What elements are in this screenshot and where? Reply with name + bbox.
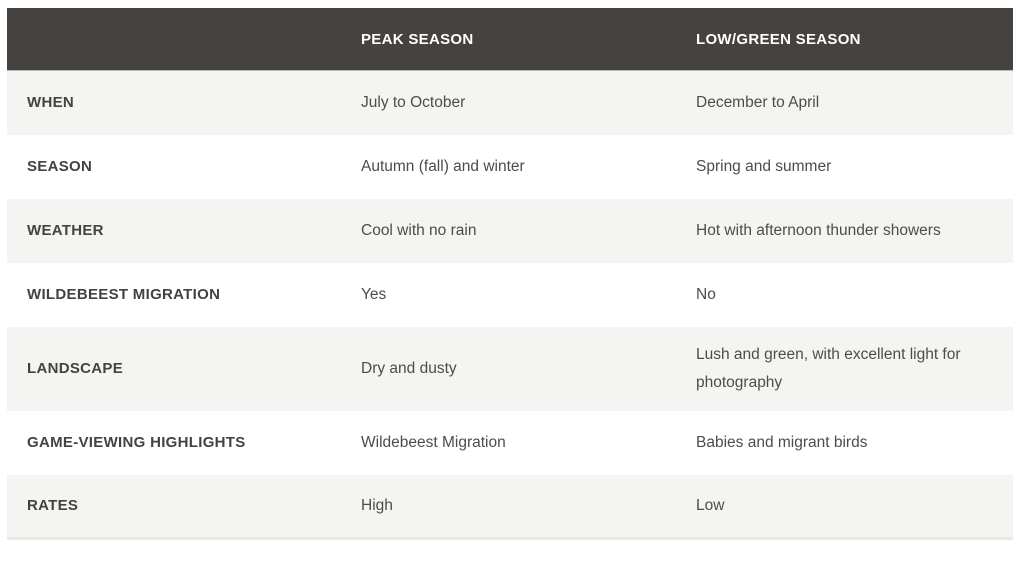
- row-label: GAME-VIEWING HIGHLIGHTS: [7, 411, 341, 475]
- row-label: WEATHER: [7, 199, 341, 263]
- row-label: SEASON: [7, 135, 341, 199]
- cell-peak: Dry and dusty: [341, 327, 676, 411]
- cell-low: Lush and green, with excellent light for photography: [676, 327, 1013, 411]
- season-comparison-table: [7, 8, 1013, 540]
- table-row-landscape: [7, 327, 1013, 411]
- cell-peak: Wildebeest Migration: [341, 411, 676, 475]
- table-row-season: [7, 135, 1013, 199]
- cell-low: December to April: [676, 71, 1013, 135]
- header-cell-peak-season: PEAK SEASON: [341, 8, 676, 71]
- cell-low: Hot with afternoon thunder showers: [676, 199, 1013, 263]
- cell-peak: Yes: [341, 263, 676, 327]
- cell-peak: High: [341, 475, 676, 539]
- row-label: WHEN: [7, 71, 341, 135]
- row-label: WILDEBEEST MIGRATION: [7, 263, 341, 327]
- cell-low: Low: [676, 475, 1013, 539]
- header-cell-empty: [7, 8, 341, 71]
- cell-low: Babies and migrant birds: [676, 411, 1013, 475]
- header-cell-low-green-season: LOW/GREEN SEASON: [676, 8, 1013, 71]
- cell-low: Spring and summer: [676, 135, 1013, 199]
- table-row-rates: [7, 475, 1013, 539]
- table-row-when: [7, 71, 1013, 135]
- table-row-wildebeest-migration: [7, 263, 1013, 327]
- table-row-game-viewing-highlights: [7, 411, 1013, 475]
- cell-peak: July to October: [341, 71, 676, 135]
- row-label: RATES: [7, 475, 341, 539]
- row-label: LANDSCAPE: [7, 327, 341, 411]
- table-header-row: [7, 8, 1013, 71]
- table-row-weather: [7, 199, 1013, 263]
- cell-peak: Autumn (fall) and winter: [341, 135, 676, 199]
- cell-low: No: [676, 263, 1013, 327]
- cell-peak: Cool with no rain: [341, 199, 676, 263]
